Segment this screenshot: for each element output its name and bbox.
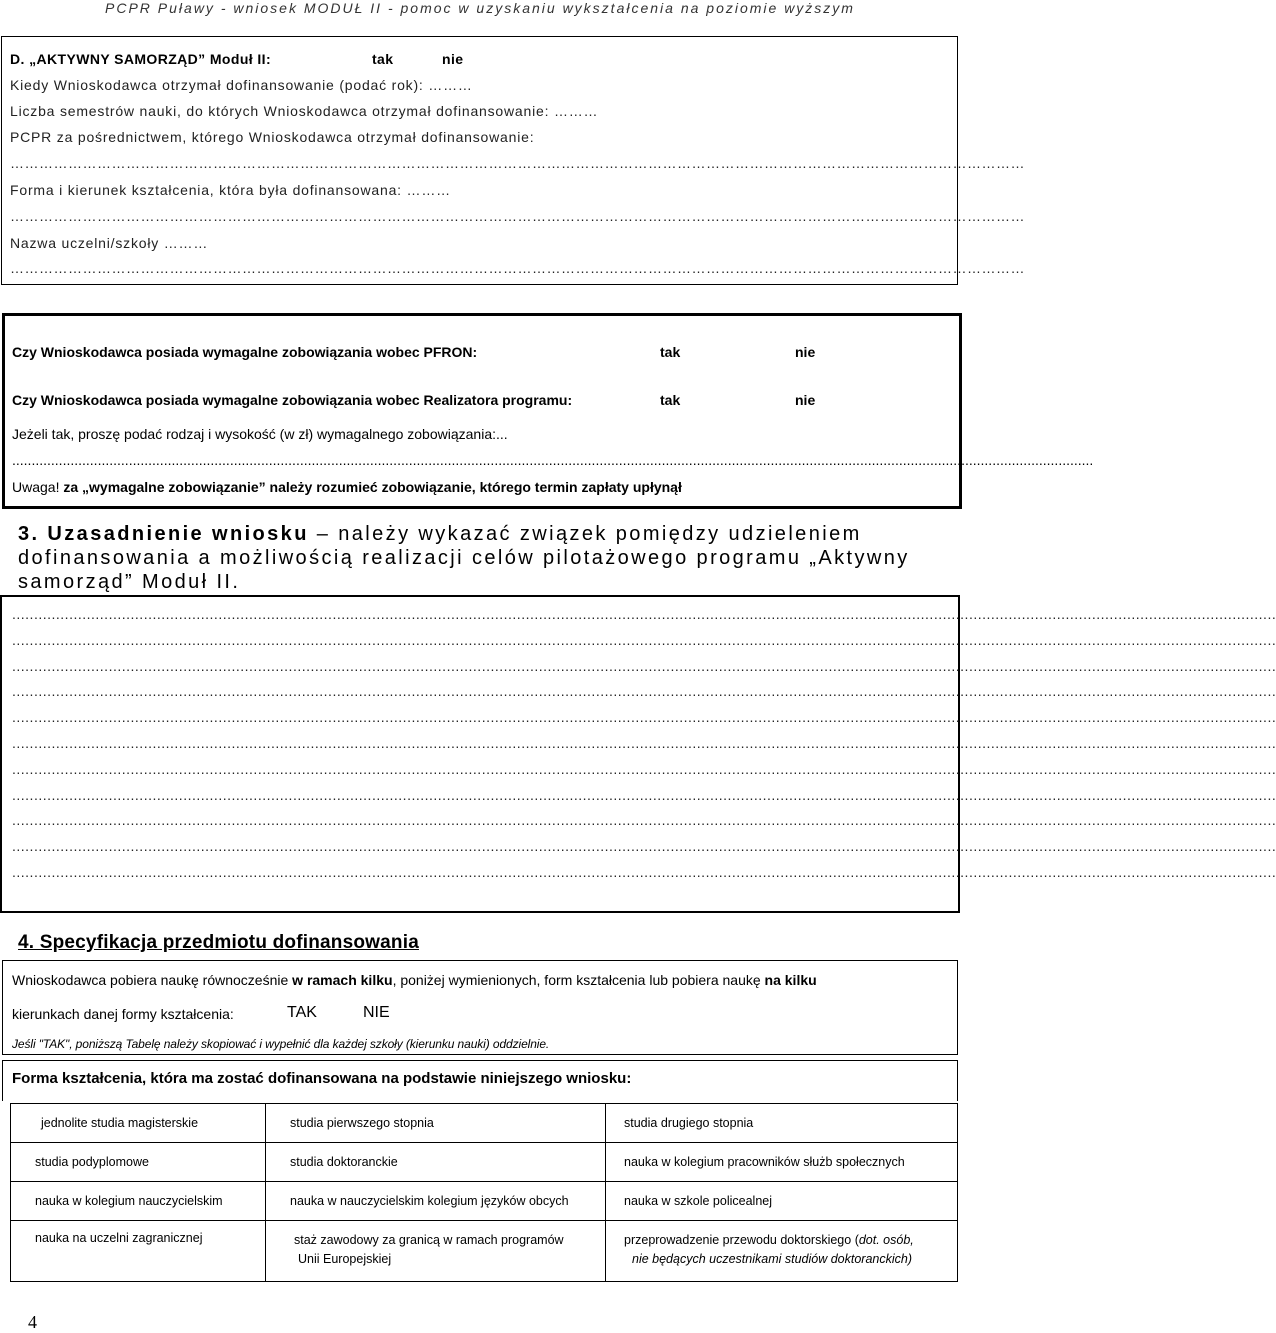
realizator-no-option[interactable]: nie: [795, 392, 816, 408]
justification-line[interactable]: ................................................................................................................................................................................................................................................................................................: [12, 657, 1276, 674]
pfron-no-option[interactable]: nie: [795, 344, 816, 360]
spec-line-1a: Wnioskodawca pobiera naukę równocześnie: [12, 972, 293, 988]
education-forms-table: [10, 1103, 958, 1282]
internship-line-1: staż zawodowy za granicą w ramach programów: [294, 1233, 564, 1247]
obligation-details-line: Jeżeli tak, proszę podać rodzaj i wysokość (w zł) wymagalnego zobowiązania:...: [12, 426, 508, 442]
form-heading: Forma kształcenia, która ma zostać dofinansowana na podstawie niniejszego wniosku:: [12, 1070, 632, 1087]
justification-line[interactable]: ................................................................................................................................................................................................................................................................................................: [12, 812, 1276, 829]
justification-line[interactable]: ................................................................................................................................................................................................................................................................................................: [12, 864, 1276, 880]
form-direction-dots: …………………………………………………………………………………………………………………………………………………………………………………………: [10, 208, 1025, 224]
table-row: [11, 1143, 958, 1182]
spec-line-1b: w ramach kilku: [292, 972, 393, 988]
section-d-yes-option[interactable]: tak: [372, 51, 394, 67]
semesters-line: Liczba semestrów nauki, do których Wnioskodawca otrzymał dofinansowanie: ………: [10, 103, 599, 119]
spec-italic-note: Jeśli "TAK", poniższą Tabelę należy skopiować i wypełnić dla każdej szkoły (kierunku nauki) oddzielnie.: [12, 1037, 550, 1051]
section-4-title: 4. Specyfikacja przedmiotu dofinansowania: [18, 932, 419, 953]
funding-year-line: Kiedy Wnioskodawca otrzymał dofinansowanie (podać rok): ………: [10, 77, 473, 93]
doctoral-line-1b: dot. osób,: [858, 1233, 914, 1247]
option-cell[interactable]: nauka w szkole policealnej: [606, 1182, 958, 1221]
section-3-bold: 3. Uzasadnienie wniosku: [18, 523, 309, 545]
option-cell[interactable]: nauka w nauczycielskim kolegium języków obcych: [266, 1182, 606, 1221]
table-row: [11, 1182, 958, 1221]
justification-line[interactable]: ................................................................................................................................................................................................................................................................................................: [12, 760, 1276, 777]
spec-tak-option[interactable]: TAK: [287, 1004, 317, 1021]
pfron-question: Czy Wnioskodawca posiada wymagalne zobowiązania wobec PFRON:: [12, 344, 478, 360]
realizator-yes-option[interactable]: tak: [660, 392, 681, 408]
section-d-title: D. „AKTYWNY SAMORZĄD” Moduł II:: [10, 51, 272, 67]
pcpr-dots: …………………………………………………………………………………………………………………………………………………………………………………………: [10, 155, 1025, 171]
obligation-note: [12, 479, 682, 495]
spec-nie-option[interactable]: NIE: [363, 1004, 390, 1021]
doctoral-line-1: [624, 1231, 957, 1250]
section-d-heading: [10, 51, 464, 67]
running-header: PCPR Puławy - wniosek MODUŁ II - pomoc w uzyskaniu wykształcenia na poziomie wyższym: [105, 0, 855, 16]
section-d-no-option[interactable]: nie: [442, 51, 464, 67]
option-cell[interactable]: nauka na uczelni zagranicznej: [11, 1221, 266, 1282]
option-cell[interactable]: studia doktoranckie: [266, 1143, 606, 1182]
doctoral-line-1a: przeprowadzenie przewodu doktorskiego (: [624, 1233, 859, 1247]
option-cell[interactable]: studia podyplomowe: [11, 1143, 266, 1182]
option-cell[interactable]: nauka w kolegium nauczycielskim: [11, 1182, 266, 1221]
spec-line-2: kierunkach danej formy kształcenia:: [12, 1006, 234, 1022]
spec-line-1d: na kilku: [764, 972, 817, 988]
school-name-line: Nazwa uczelni/szkoły ………: [10, 235, 209, 251]
justification-line[interactable]: ................................................................................................................................................................................................................................................................................................: [12, 735, 1276, 751]
option-cell[interactable]: jednolite studia magisterskie: [11, 1104, 266, 1143]
obligation-details-dots: ......................................................................................................................................................................................................................................................................................: [12, 452, 1094, 468]
internship-line-2: Unii Europejskiej: [298, 1252, 392, 1266]
justification-line[interactable]: ................................................................................................................................................................................................................................................................................................: [12, 606, 1276, 622]
option-cell[interactable]: studia pierwszego stopnia: [266, 1104, 606, 1143]
section-3-text: – należy wykazać związek pomiędzy udzieleniem dofinansowania a możliwością realizacji celów pilotażowego programu „Aktywny samorząd” Moduł II.: [18, 523, 910, 593]
option-cell[interactable]: studia drugiego stopnia: [606, 1104, 958, 1143]
note-text: za „wymagalne zobowiązanie” należy rozumieć zobowiązanie, którego termin zapłaty upłynął: [63, 479, 682, 495]
pcpr-line: PCPR za pośrednictwem, którego Wnioskodawca otrzymał dofinansowanie:: [10, 129, 535, 145]
note-label: Uwaga!: [12, 479, 60, 495]
option-cell-doctoral[interactable]: [606, 1221, 958, 1282]
realizator-question: Czy Wnioskodawca posiada wymagalne zobowiązania wobec Realizatora programu:: [12, 392, 573, 408]
option-cell-internship[interactable]: [266, 1221, 606, 1282]
spec-line-1c: , poniżej wymienionych, form kształcenia lub pobiera naukę: [392, 972, 765, 988]
justification-line[interactable]: ................................................................................................................................................................................................................................................................................................: [12, 631, 1276, 648]
spec-line-1: [12, 972, 817, 988]
table-row: [11, 1221, 958, 1282]
doctoral-line-2: nie będących uczestnikami studiów doktoranckich): [632, 1252, 912, 1266]
justification-line[interactable]: ................................................................................................................................................................................................................................................................................................: [12, 683, 1276, 700]
justification-line[interactable]: ................................................................................................................................................................................................................................................................................................: [12, 786, 1276, 803]
justification-line[interactable]: ................................................................................................................................................................................................................................................................................................: [12, 838, 1276, 855]
page-number: 4: [28, 1312, 37, 1332]
table-row: [11, 1104, 958, 1143]
justification-line[interactable]: ................................................................................................................................................................................................................................................................................................: [12, 709, 1276, 726]
school-name-dots: …………………………………………………………………………………………………………………………………………………………………………………………: [10, 260, 1025, 276]
pfron-yes-option[interactable]: tak: [660, 344, 681, 360]
option-cell[interactable]: nauka w kolegium pracowników służb społecznych: [606, 1143, 958, 1182]
section-3-title: [18, 522, 948, 594]
form-direction-line: Forma i kierunek kształcenia, która była dofinansowana: ………: [10, 182, 451, 198]
